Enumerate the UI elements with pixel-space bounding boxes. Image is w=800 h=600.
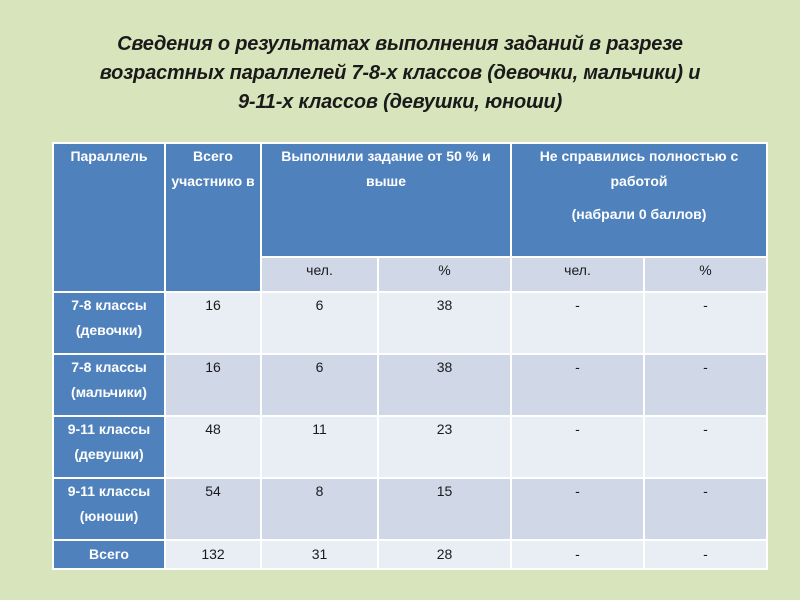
table-row (53, 292, 767, 354)
row-failed-pct: - (644, 478, 767, 540)
row-failed-pct: - (644, 416, 767, 478)
table-row (53, 354, 767, 416)
row-failed-people: - (511, 292, 644, 354)
header-failed (511, 143, 767, 257)
header-failed-label: Не справились полностью с работой (539, 148, 739, 189)
page-title (40, 30, 760, 117)
row-failed-pct: - (644, 540, 767, 569)
subheader-completed-pct: % (378, 257, 511, 292)
row-total: 48 (165, 416, 261, 478)
row-total: 54 (165, 478, 261, 540)
table-row (53, 416, 767, 478)
subheader-failed-people: чел. (511, 257, 644, 292)
row-parallel: 7-8 классы (мальчики) (53, 354, 165, 416)
row-failed-people: - (511, 540, 644, 569)
row-completed-people: 6 (261, 292, 378, 354)
row-completed-people: 8 (261, 478, 378, 540)
subheader-completed-people: чел. (261, 257, 378, 292)
title-line-2: возрастных параллелей 7-8-х классов (девочки, мальчики) и (99, 62, 701, 84)
row-failed-pct: - (644, 354, 767, 416)
row-failed-pct: - (644, 292, 767, 354)
row-completed-people: 31 (261, 540, 378, 569)
row-completed-pct: 38 (378, 354, 511, 416)
row-failed-people: - (511, 416, 644, 478)
header-failed-note: (набрали 0 баллов) (571, 206, 707, 222)
title-line-1: Сведения о результатах выполнения заданий в разрезе (117, 33, 683, 55)
row-completed-pct: 23 (378, 416, 511, 478)
row-parallel: 9-11 классы (девушки) (53, 416, 165, 478)
row-total: 132 (165, 540, 261, 569)
header-row (53, 143, 767, 257)
header-completed: Выполнили задание от 50 % и выше (261, 143, 511, 257)
row-parallel: 7-8 классы (девочки) (53, 292, 165, 354)
table-row-total (53, 540, 767, 569)
row-total: 16 (165, 354, 261, 416)
row-completed-people: 11 (261, 416, 378, 478)
results-table (52, 142, 768, 570)
row-parallel: Всего (53, 540, 165, 569)
row-failed-people: - (511, 478, 644, 540)
subheader-failed-pct: % (644, 257, 767, 292)
row-completed-pct: 38 (378, 292, 511, 354)
header-parallel: Параллель (53, 143, 165, 292)
row-completed-pct: 28 (378, 540, 511, 569)
row-total: 16 (165, 292, 261, 354)
title-line-3: 9-11-х классов (девушки, юноши) (237, 91, 563, 113)
row-failed-people: - (511, 354, 644, 416)
header-total-participants: Всего участнико в (165, 143, 261, 292)
table-row (53, 478, 767, 540)
row-completed-people: 6 (261, 354, 378, 416)
row-completed-pct: 15 (378, 478, 511, 540)
row-parallel: 9-11 классы (юноши) (53, 478, 165, 540)
